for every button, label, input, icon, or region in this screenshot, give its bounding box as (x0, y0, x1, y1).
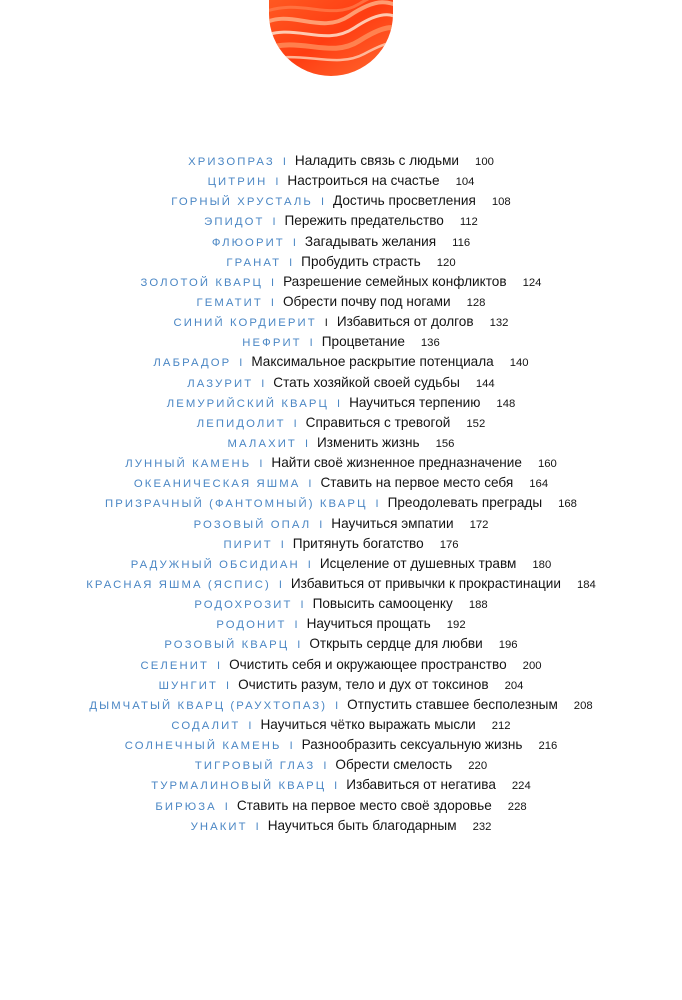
stone-name: РАДУЖНЫЙ ОБСИДИАН (130, 558, 300, 571)
toc-entry (0, 151, 682, 171)
separator: I (319, 518, 323, 531)
chapter-title: Повысить самооценку (312, 596, 453, 612)
chapter-title: Процветание (321, 334, 405, 350)
toc-entry (0, 534, 682, 554)
chapter-title: Притянуть богатство (292, 535, 424, 551)
page-number: 116 (452, 236, 471, 249)
page-number: 136 (420, 337, 440, 350)
chapter-title: Открыть сердце для любви (309, 636, 483, 652)
separator: I (324, 317, 328, 330)
stone-name: ХРИЗОПРАЗ (188, 156, 275, 168)
chapter-title: Очистить разум, тело и дух от токсинов (238, 676, 489, 692)
chapter-title: Обрести смелость (335, 757, 453, 773)
separator: I (294, 619, 298, 632)
toc-entry (0, 232, 682, 252)
stone-name: РОЗОВЫЙ КВАРЦ (164, 639, 290, 652)
separator: I (293, 417, 297, 430)
stone-name: ДЫМЧАТЫЙ КВАРЦ (РАУХТОПАЗ) (89, 699, 328, 712)
toc-entry (0, 272, 682, 292)
page-number: 224 (511, 780, 531, 793)
separator: I (275, 176, 279, 189)
separator: I (271, 276, 275, 289)
chapter-title: Очистить себя и окружающее пространство (229, 656, 507, 672)
page-number: 192 (446, 619, 466, 632)
stone-name: НЕФРИТ (242, 337, 302, 350)
separator: I (304, 437, 308, 450)
toc-entry (0, 373, 682, 393)
chapter-title: Обрести почву под ногами (282, 293, 451, 309)
page-number: 228 (507, 800, 527, 813)
chapter-title: Научиться терпению (349, 394, 481, 410)
toc-entry (0, 735, 682, 755)
separator: I (278, 578, 282, 591)
toc-entry (0, 191, 682, 211)
page-number: 172 (469, 518, 489, 531)
chapter-title: Ставить на первое место своё здоровье (236, 797, 492, 813)
toc-entry (0, 594, 682, 614)
stone-name: ФЛЮОРИТ (211, 236, 285, 249)
separator: I (292, 236, 296, 249)
page-number: 148 (496, 397, 516, 410)
toc-entry (0, 473, 682, 493)
stone-name: ТИГРОВЫЙ ГЛАЗ (194, 760, 316, 773)
toc-entry (0, 171, 682, 191)
page-number: 200 (522, 659, 542, 672)
chapter-title: Достичь просветления (333, 193, 476, 209)
chapter-title: Пережить предательство (284, 213, 444, 229)
chapter-title: Изменить жизнь (317, 434, 420, 450)
separator: I (239, 357, 243, 370)
separator: I (289, 256, 293, 269)
page-number: 216 (538, 740, 558, 753)
chapter-title: Ставить на первое место себя (320, 475, 514, 491)
stone-name: ЛАЗУРИТ (187, 377, 254, 390)
toc-entry (0, 634, 682, 654)
page-number: 184 (576, 578, 596, 591)
stone-name: ЛЕПИДОЛИТ (196, 417, 286, 430)
toc-entry (0, 493, 682, 513)
page-number: 212 (491, 719, 511, 732)
page-number: 204 (504, 679, 524, 692)
page-number: 220 (468, 760, 488, 773)
separator: I (337, 397, 341, 410)
toc-entry (0, 775, 682, 795)
separator: I (375, 498, 379, 511)
chapter-title: Научиться чётко выражать мысли (260, 716, 476, 732)
toc-entry (0, 352, 682, 372)
toc-entry (0, 554, 682, 574)
toc-entry (0, 211, 682, 231)
page-number: 152 (466, 417, 486, 430)
page-number: 160 (537, 458, 557, 471)
toc-entry (0, 655, 682, 675)
separator: I (297, 639, 301, 652)
stone-name: БИРЮЗА (155, 800, 217, 813)
stone-name: СОЛНЕЧНЫЙ КАМЕНЬ (124, 740, 282, 753)
chapter-title: Максимальное раскрытие потенциала (251, 354, 494, 370)
toc-entry (0, 312, 682, 332)
toc-entry (0, 675, 682, 695)
stone-name: РОДОХРОЗИТ (194, 599, 293, 612)
stone-name: ЭПИДОТ (204, 216, 265, 229)
chapter-title: Стать хозяйкой своей судьбы (273, 374, 460, 390)
toc-entry (0, 393, 682, 413)
page-number: 156 (435, 437, 455, 450)
separator: I (323, 760, 327, 773)
separator: I (289, 740, 293, 753)
stone-name: РОДОНИТ (216, 619, 287, 632)
stone-name: ГРАНАТ (226, 256, 282, 269)
chapter-title: Научиться эмпатии (331, 515, 454, 531)
stone-name: ЗОЛОТОЙ КВАРЦ (140, 276, 263, 289)
separator: I (255, 820, 259, 833)
separator: I (270, 296, 274, 309)
toc-entry (0, 292, 682, 312)
page-number: 196 (498, 639, 518, 652)
toc-entry (0, 695, 682, 715)
chapter-title: Загадывать желания (304, 233, 437, 249)
stone-name: РОЗОВЫЙ ОПАЛ (193, 518, 312, 531)
stone-name: КРАСНАЯ ЯШМА (ЯСПИС) (86, 578, 271, 591)
page-number: 180 (532, 558, 552, 571)
separator: I (320, 196, 324, 209)
toc-entry (0, 715, 682, 735)
chapter-title: Пробудить страсть (301, 253, 421, 269)
toc-entry (0, 413, 682, 433)
separator: I (308, 478, 312, 491)
chapter-title: Наладить связь с людьми (294, 153, 460, 168)
separator: I (224, 800, 228, 813)
page-number: 164 (529, 478, 549, 491)
chapter-title: Разрешение семейных конфликтов (283, 273, 507, 289)
page-number: 208 (573, 699, 593, 712)
separator: I (217, 659, 221, 672)
stone-name: МАЛАХИТ (227, 437, 297, 450)
toc-entry (0, 453, 682, 473)
page-number: 108 (491, 196, 511, 209)
chapter-title: Избавиться от долгов (336, 314, 474, 330)
stone-name: ТУРМАЛИНОВЫЙ КВАРЦ (151, 780, 327, 793)
chapter-title: Преодолевать преграды (387, 495, 543, 511)
chapter-title: Разнообразить сексуальную жизнь (301, 737, 523, 753)
toc-entry (0, 433, 682, 453)
separator: I (309, 337, 313, 350)
page-number: 140 (509, 357, 529, 370)
stone-name: ГОРНЫЙ ХРУСТАЛЬ (171, 196, 313, 209)
red-agate-stone-icon (269, 0, 393, 76)
stone-name: СОДАЛИТ (171, 719, 241, 732)
chapter-title: Отпустить ставшее бесполезным (347, 696, 558, 712)
separator: I (272, 216, 276, 229)
page-number: 132 (489, 317, 509, 330)
stone-name: ЛАБРАДОР (153, 357, 232, 370)
page-number: 120 (436, 256, 456, 269)
separator: I (226, 679, 230, 692)
toc-entry (0, 816, 682, 836)
stone-name: ПИРИТ (223, 538, 273, 551)
chapter-title: Избавиться от привычки к прокрастинации (290, 575, 561, 591)
page-number: 188 (468, 599, 488, 612)
page-number: 144 (475, 377, 495, 390)
table-of-contents (0, 151, 682, 836)
toc-entry (0, 252, 682, 272)
separator: I (261, 377, 265, 390)
stone-name: ЛЕМУРИЙСКИЙ КВАРЦ (166, 397, 329, 410)
toc-entry (0, 574, 682, 594)
stone-name: ГЕМАТИТ (196, 296, 263, 309)
separator: I (334, 780, 338, 793)
separator: I (282, 156, 286, 168)
stone-name: ШУНГИТ (158, 679, 218, 692)
chapter-title: Настроиться на счастье (287, 173, 440, 189)
stone-name: ОКЕАНИЧЕСКАЯ ЯШМА (133, 478, 301, 491)
toc-entry (0, 614, 682, 634)
page-number: 176 (439, 538, 459, 551)
stone-name: УНАКИТ (190, 820, 248, 833)
separator: I (300, 599, 304, 612)
stone-name: ЛУННЫЙ КАМЕНЬ (125, 458, 252, 471)
page-number: 100 (475, 156, 494, 168)
separator: I (335, 699, 339, 712)
stone-name: СЕЛЕНИТ (140, 659, 210, 672)
chapter-title: Научиться прощать (306, 616, 431, 632)
separator: I (259, 458, 263, 471)
toc-entry (0, 755, 682, 775)
page-number: 168 (558, 498, 577, 511)
page-number: 124 (522, 276, 542, 289)
page-number: 128 (466, 296, 486, 309)
page-number: 112 (459, 216, 478, 229)
stone-name: ЦИТРИН (207, 176, 268, 189)
chapter-title: Избавиться от негатива (346, 777, 496, 793)
page-number: 232 (472, 820, 492, 833)
separator: I (280, 538, 284, 551)
toc-entry (0, 514, 682, 534)
stone-name: ПРИЗРАЧНЫЙ (ФАНТОМНЫЙ) КВАРЦ (105, 498, 368, 511)
separator: I (307, 558, 311, 571)
stone-name: СИНИЙ КОРДИЕРИТ (173, 317, 317, 330)
separator: I (248, 719, 252, 732)
toc-entry (0, 796, 682, 816)
chapter-title: Найти своё жизненное предназначение (271, 455, 522, 471)
chapter-title: Научиться быть благодарным (267, 817, 457, 833)
page-number: 104 (455, 176, 475, 189)
chapter-title: Исцеление от душевных травм (319, 555, 517, 571)
chapter-title: Справиться с тревогой (305, 414, 451, 430)
toc-entry (0, 332, 682, 352)
